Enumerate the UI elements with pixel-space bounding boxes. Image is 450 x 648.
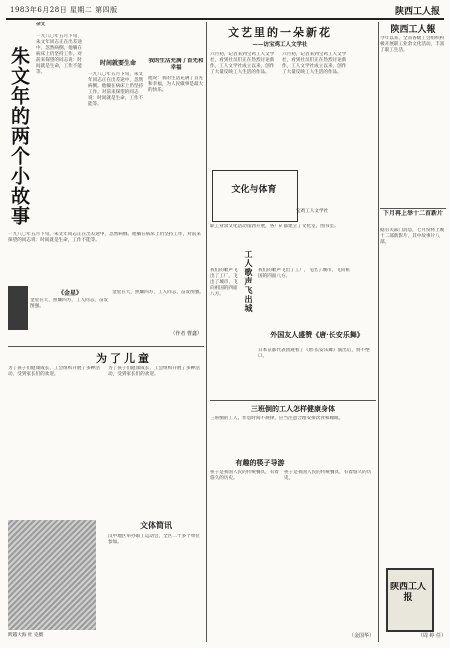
seal-text: 陕西工人报 — [390, 582, 426, 603]
credit: （金国华） — [348, 633, 374, 639]
verse-signature: （作者 曹鑫） — [170, 331, 202, 337]
tip-title: 文体简讯 — [140, 520, 172, 530]
verse-tab — [8, 286, 28, 330]
verse-body-2: 金星在天，照耀四方，工人同志，奋发图强。 — [112, 290, 204, 295]
right-top-body: 今年以来，全省各级工会组织积极开展职工业余文化活动，丰富了职工生活。 — [380, 36, 445, 53]
literary-headline: 文艺里的一朵新花 — [228, 26, 332, 39]
chopsticks-body: 筷子是我国人民的传统餐具，有着悠久的历史。 — [210, 470, 279, 481]
literary-subhead: ——访宝鸡工人文学社 — [252, 42, 308, 48]
right-credit: （周 婷 任） — [417, 633, 446, 639]
story1-body: 一九八〇年五月下旬，朱文年同志正在出差途中，忽然病倒。他躺在病床上仍坚持工作，对前来探望的同志说：时间就是生命，工作不能等。 — [36, 34, 82, 75]
divider — [380, 208, 446, 209]
literary-body: 六月初，记者来到宝鸡工人文学社，看到社员们正在热烈讨论新作。工人文学社成立以来，创作了大量反映工人生活的作品。 — [210, 52, 275, 75]
issue-date: 1983年6月28日 星期二 第四版 — [10, 6, 118, 14]
tip-body: 汉中地区举办职工运动会，全区二十多个单位参加。 — [108, 534, 200, 545]
for-children-body-2: 为了孩子们健康成长，工会组织开展了多种活动，受到家长们的欢迎。 — [108, 366, 200, 377]
foreign-guest-headline: 外国友人盛赞《唐·长安乐舞》 — [270, 330, 364, 339]
story1-body-2: 一九八〇年五月下旬，朱文年同志正在出差途中，忽然病倒。他躺在病床上仍坚持工作，对前来探望的同志说：时间就是生命，工作不能等。 — [88, 72, 144, 107]
photo-caption: 跨越大海 杜 克摄 — [8, 633, 44, 638]
right-masthead: 陕西工人報 — [390, 25, 436, 35]
masthead: 陕西工人报 — [394, 7, 440, 17]
verse-box-title: 《金星》 — [57, 290, 82, 297]
chopsticks-body-2: 筷子是我国人民的传统餐具，有着悠久的历史。 — [284, 470, 372, 481]
story-continued: 一九八〇年五月下旬，朱文年同志正在出差途中，忽然病倒。他躺在病床上仍坚持工作，对前来探望的同志说：时间就是生命，工作不能等。 — [8, 232, 201, 243]
culture-body: 职工业余文化活动蓬勃开展，各厂矿都建立了文化室、图书室。 — [210, 224, 339, 229]
three-shifts-headline: 三班倒的工人怎样健康身体 — [251, 404, 335, 413]
new-films-headline: 下月再上举十二首新片 — [382, 210, 443, 217]
for-children-body: 为了孩子们健康成长，工会组织开展了多种活动，受到家长们的欢迎。 — [8, 366, 100, 377]
photo-seascape — [8, 520, 96, 630]
story-headline: 朱文年的两个小故事 — [8, 46, 30, 226]
verse-body: 金星在天，照耀四方，工人同志，奋发图强。 — [30, 298, 109, 309]
divider — [210, 400, 376, 401]
three-shifts-body: 三班倒的工人，作息时间不规律，应当注意合理安排饮食和睡眠。 — [210, 416, 344, 421]
culture-caption: 宝鸡工人文学社 — [296, 209, 329, 214]
workers-song-body: 我们的歌声飞出了工厂，飞出了城市，飞向祖国的四面八方。 — [210, 268, 238, 297]
for-children-title: 为了儿童 — [96, 352, 152, 365]
story2-title: 我的生活充满了首先和幸福 — [148, 58, 204, 71]
page-header — [6, 4, 444, 20]
story-kicker: 杂文 — [36, 22, 46, 27]
divider — [8, 346, 204, 347]
story2-body: 他说：我的生活充满了首先和幸福，为人民做事是最大的快乐。 — [148, 76, 204, 93]
column-divider — [378, 22, 379, 642]
culture-title: 文化与体育 — [231, 185, 277, 195]
workers-song-body-2: 我们的歌声飞出了工厂，飞出了城市，飞向祖国的四面八方。 — [258, 268, 350, 279]
new-films-body: 据有关部门消息，七月份将上映十二部新影片，其中故事片八部。 — [380, 228, 445, 245]
foreign-guest-body: 日本京都代表团观看了《唐·长安乐舞》演出后，赞不绝口。 — [258, 348, 370, 359]
story1-title: 时间就要生命 — [99, 60, 136, 67]
culture-block — [212, 170, 298, 222]
literary-body-2: 六月初，记者来到宝鸡工人文学社，看到社员们正在热烈讨论新作。工人文学社成立以来，创作了大量反映工人生活的作品。 — [282, 52, 347, 75]
column-divider — [206, 22, 207, 642]
chopsticks-headline: 有趣的筷子导游 — [235, 458, 285, 467]
workers-song-title: 工人歌声飞出城 — [244, 250, 254, 313]
